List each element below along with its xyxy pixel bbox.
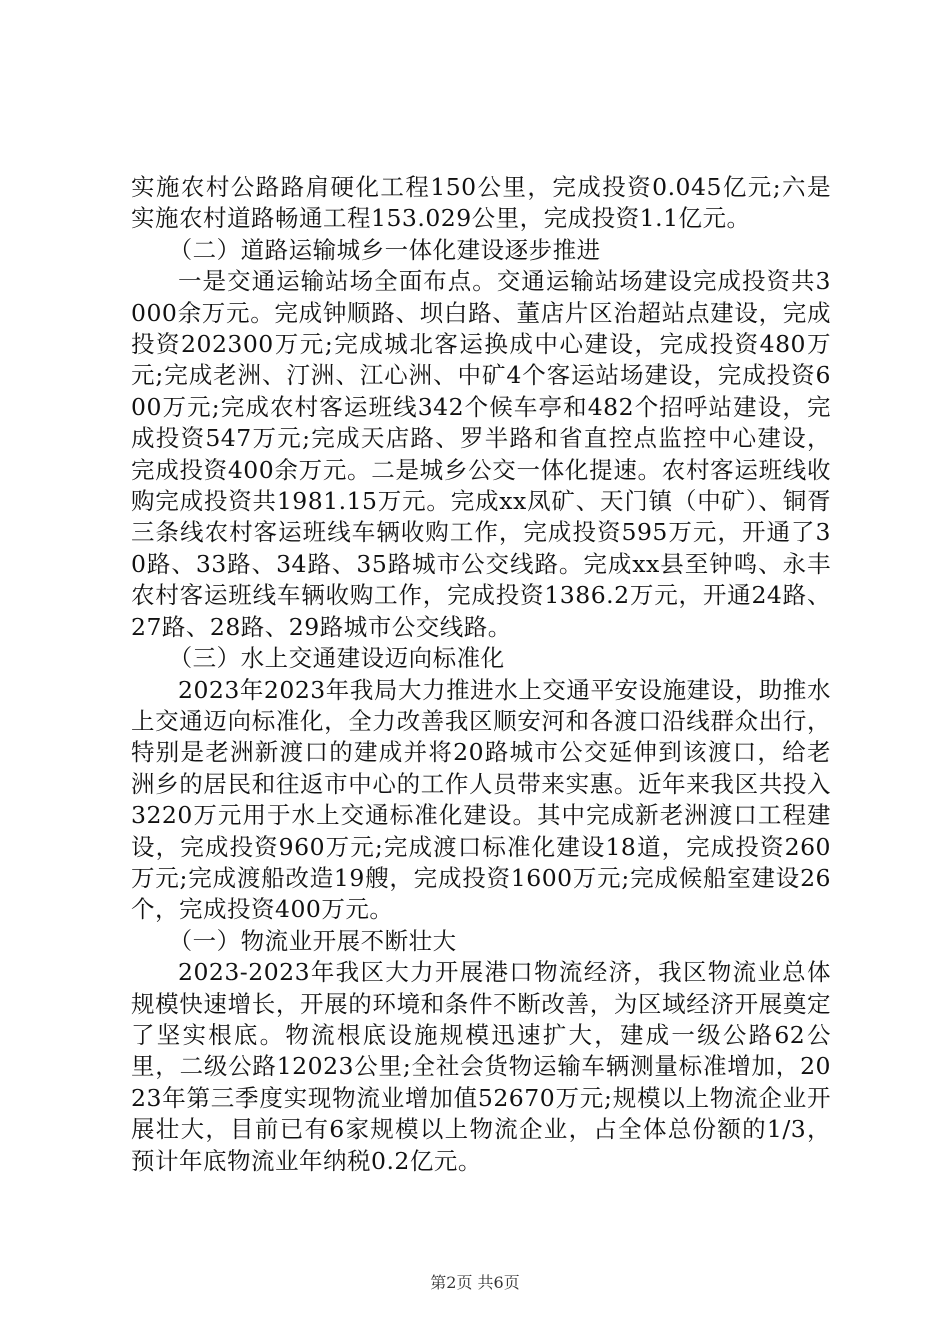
- page-number-footer: 第2页 共6页: [430, 1273, 520, 1292]
- paragraph-continued: 实施农村公路路肩硬化工程150公里，完成投资0.045亿元;六是实施农村道路畅通工程153.029公里，完成投资1.1亿元。: [131, 173, 831, 233]
- section-heading-water-transport: （三）水上交通建设迈向标准化: [168, 644, 505, 673]
- section-heading-road-transport: （二）道路运输城乡一体化建设逐步推进: [168, 235, 601, 264]
- paragraph-road-transport: 一是交通运输站场全面布点。交通运输站场建设完成投资共3000余万元。完成钟顺路、坝白路、董店片区治超站点建设，完成投资202300万元;完成城北客运换成中心建设，完成投资480万元;完成老洲、汀洲、江心洲、中矿4个客运站场建设，完成投资600万元;完成农村客运班线342个候车亭和482个招呼站建设，完成投资547万元;完成天店路、罗半路和省直控点监控中心建设，完成投资400余万元。二是城乡公交一体化提速。农村客运班线收购完成投资共1981.15万元。完成xx凤矿、天门镇（中矿）、铜胥三条线农村客运班线车辆收购工作，完成投资595万元，开通了30路、33路、34路、35路城市公交线路。完成xx县至钟鸣、永丰农村客运班线车辆收购工作，完成投资1386.2万元，开通24路、27路、28路、29路城市公交线路。: [131, 267, 831, 641]
- paragraph-water-transport: 2023年2023年我局大力推进水上交通平安设施建设，助推水上交通迈向标准化，全力改善我区顺安河和各渡口沿线群众出行，特别是老洲新渡口的建成并将20路城市公交延伸到该渡口，给老洲乡的居民和往返市中心的工作人员带来实惠。近年来我区共投入3220万元用于水上交通标准化建设。其中完成新老洲渡口工程建设，完成投资960万元;完成渡口标准化建设18道，完成投资260万元;完成渡船改造19艘，完成投资1600万元;完成候船室建设26个，完成投资400万元。: [131, 675, 831, 924]
- section-heading-logistics: （一）物流业开展不断壮大: [168, 926, 457, 955]
- document-body: [131, 172, 831, 1177]
- paragraph-logistics: 2023-2023年我区大力开展港口物流经济，我区物流业总体规模快速增长，开展的环境和条件不断改善，为区域经济开展奠定了坚实根底。物流根底设施规模迅速扩大，建成一级公路62公里，二级公路12023公里;全社会货物运输车辆测量标准增加，2023年第三季度实现物流业增加值52670万元;规模以上物流企业开展壮大，目前已有6家规模以上物流企业，占全体总份额的1/3，预计年底物流业年纳税0.2亿元。: [131, 958, 831, 1175]
